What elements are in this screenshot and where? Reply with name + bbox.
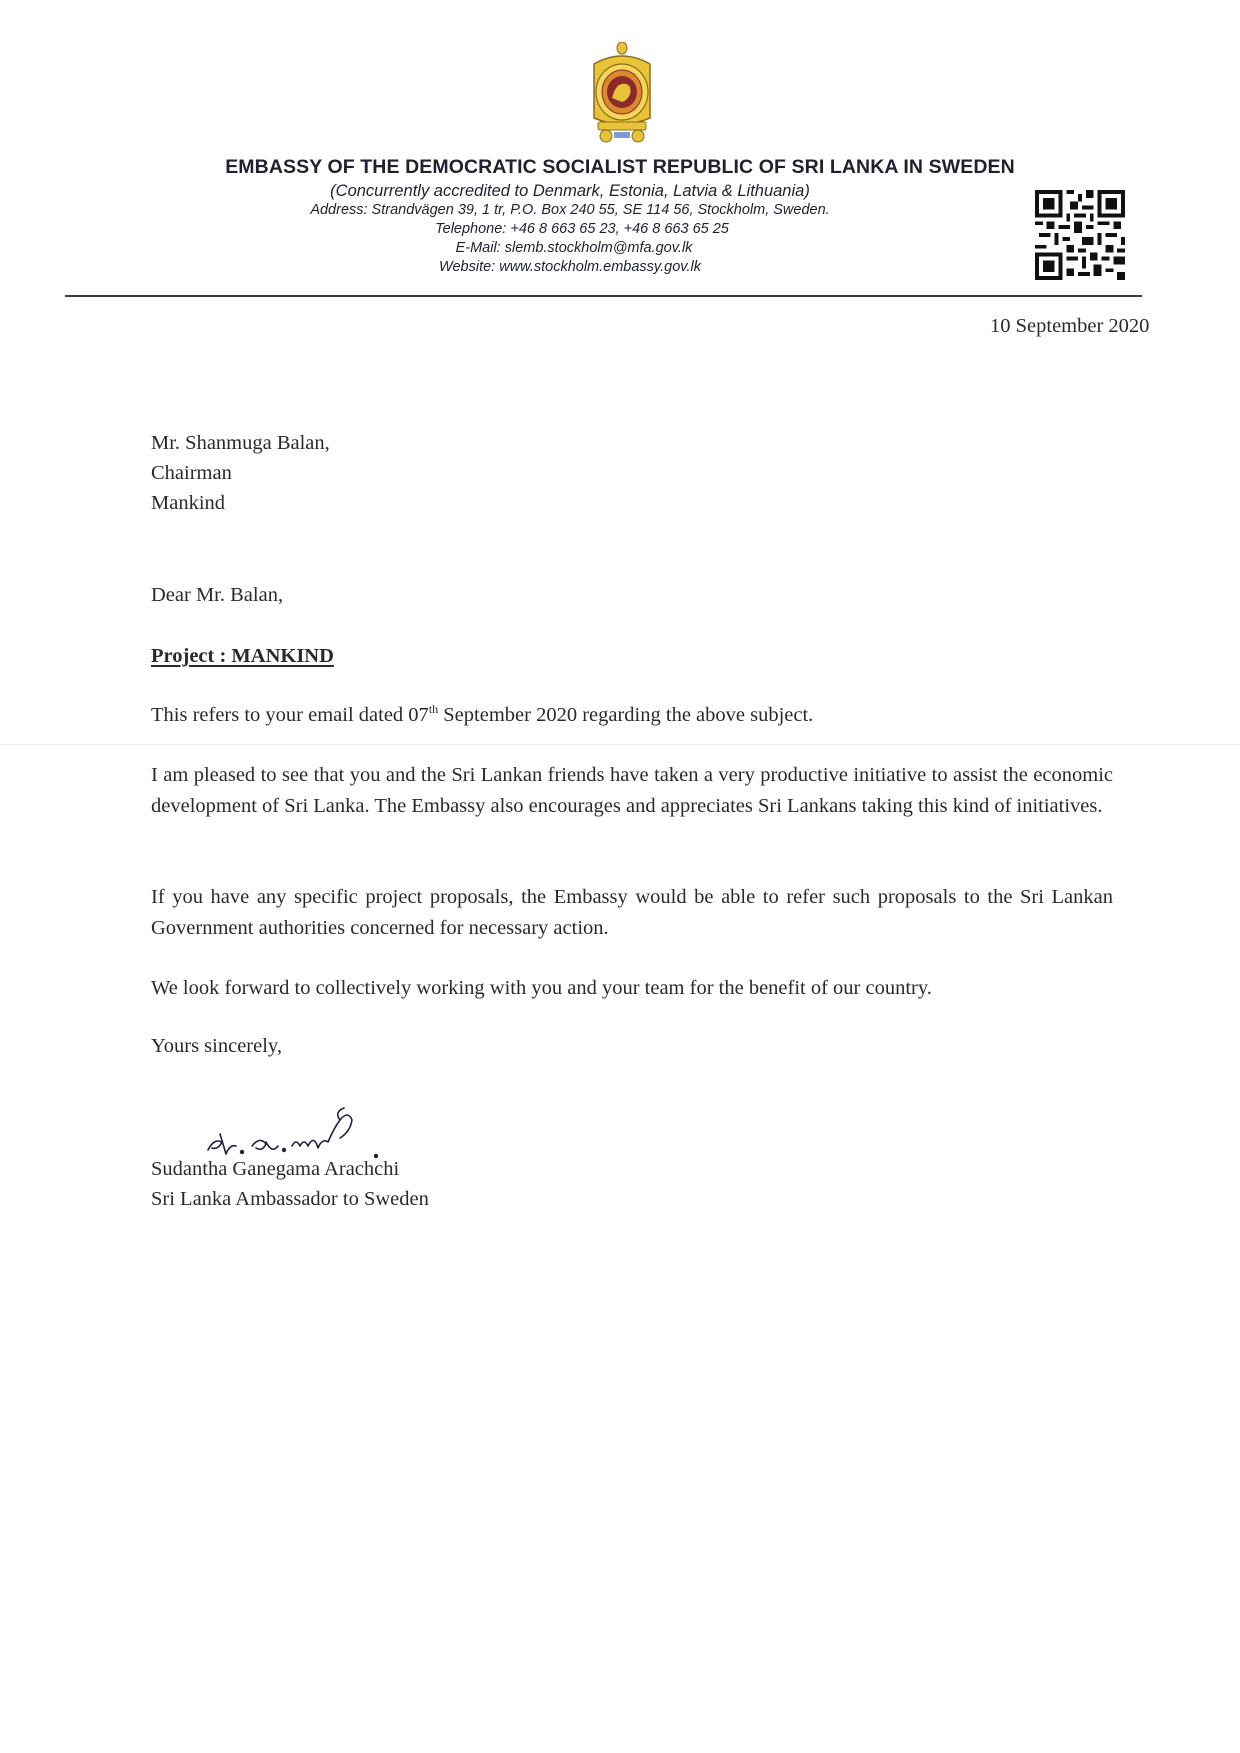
paragraph-1-text-end: September 2020 regarding the above subject. [438,704,814,726]
paragraph-1-text-start: This refers to your email dated 07 [151,704,429,726]
sri-lanka-emblem-icon [586,42,658,144]
paragraph-4: We look forward to collectively working with you and your team for the benefit of our country. [151,977,932,999]
signatory-title: Sri Lanka Ambassador to Sweden [151,1188,429,1210]
recipient-name: Mr. Shanmuga Balan, [151,432,330,454]
handwritten-signature [200,1098,400,1164]
accreditation-line: (Concurrently accredited to Denmark, Estonia, Latvia & Lithuania) [330,182,810,200]
header-divider [65,295,1142,297]
scan-fold-line [0,744,1240,745]
closing: Yours sincerely, [151,1035,282,1057]
paragraph-1 [151,700,1113,731]
signatory-name: Sudantha Ganegama Arachchi [151,1158,400,1180]
embassy-website: Website: www.stockholm.embassy.gov.lk [439,259,701,275]
subject-line: Project : MANKIND [151,645,334,667]
recipient-organization: Mankind [151,492,226,514]
embassy-title: EMBASSY OF THE DEMOCRATIC SOCIALIST REPUBLIC OF SRI LANKA IN SWEDEN [225,156,1015,178]
recipient-title: Chairman [151,462,232,484]
embassy-telephone: Telephone: +46 8 663 65 23, +46 8 663 65 25 [435,221,729,237]
paragraph-2: I am pleased to see that you and the Sri Lankan friends have taken a very productive initiative to assist the economic development of Sri Lanka. The Embassy also encourages and appreciates Sri Lankans taking this kind of initiatives. [151,764,1113,817]
letter-date: 10 September 2020 [990,315,1150,337]
salutation: Dear Mr. Balan, [151,584,284,606]
embassy-email: E-Mail: slemb.stockholm@mfa.gov.lk [455,240,693,256]
date-ordinal-suffix: th [428,702,439,717]
paragraph-3: If you have any specific project proposals, the Embassy would be able to refer such proposals to the Sri Lankan Government authorities concerned for necessary action. [151,886,1113,939]
embassy-address: Address: Strandvägen 39, 1 tr, P.O. Box 240 55, SE 114 56, Stockholm, Sweden. [310,202,830,218]
qr-code-icon [1034,190,1126,280]
